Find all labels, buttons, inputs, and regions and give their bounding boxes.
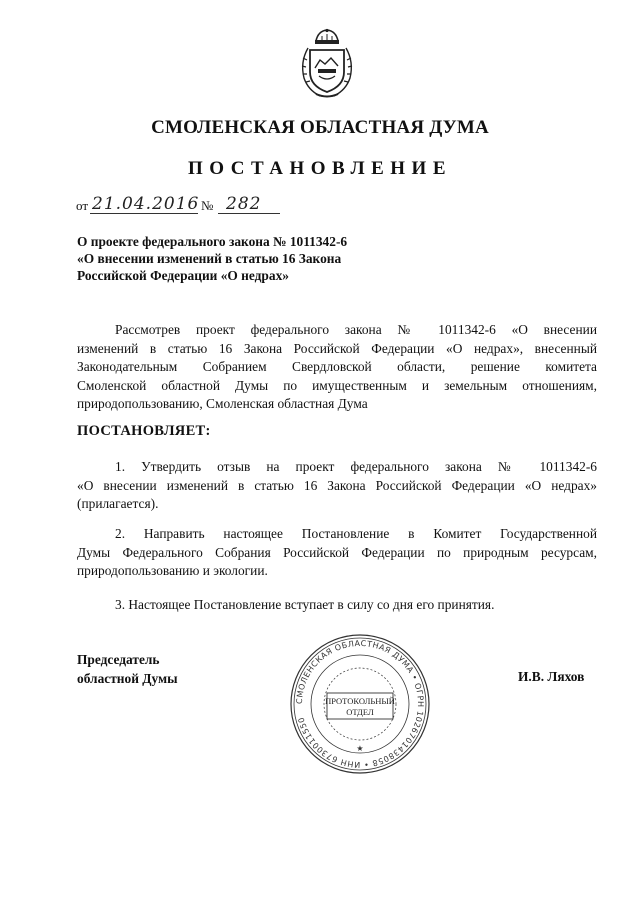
subject-line: О проекте федерального закона № 1011342-6	[77, 234, 348, 249]
date-handwritten: 21.04.2016	[92, 194, 200, 214]
item-3-paragraph	[77, 596, 597, 615]
paragraph-line: Рассмотрев проект федерального закона № 1011342-6 «О внесении	[115, 322, 597, 337]
paragraph-line: 2. Направить настоящее Постановление в Комитет Государственной	[115, 526, 597, 541]
document-type: ПОСТАНОВЛЕНИЕ	[187, 158, 453, 179]
signatory-name: И.В. Ляхов	[518, 669, 585, 684]
number-prefix: №	[201, 198, 214, 213]
paragraph-line: природопользованию и экологии.	[77, 563, 268, 578]
number-handwritten: 282	[226, 194, 262, 214]
date-number-line	[76, 192, 376, 216]
subject-line: Российской Федерации «О недрах»	[77, 268, 289, 283]
paragraph-line: 3. Настоящее Постановление вступает в силу со дня его принятия.	[115, 597, 495, 612]
preamble-paragraph	[77, 321, 597, 414]
paragraph-line: Смоленской областной Думы по имущественным и земельным отношениям,	[77, 377, 597, 393]
paragraph-line: «О внесении изменений в статью 16 Закона Российской Федерации «О недрах»	[77, 477, 597, 493]
organization-title: СМОЛЕНСКАЯ ОБЛАСТНАЯ ДУМА	[151, 117, 489, 138]
paragraph-line: 1. Утвердить отзыв на проект федерального закона № 1011342-6	[115, 459, 597, 474]
paragraph-line: природопользованию, Смоленская областная Дума	[77, 396, 368, 411]
seal-center-line: ОТДЕЛ	[346, 707, 374, 717]
item-2-paragraph	[77, 525, 597, 581]
official-seal-stamp	[289, 633, 431, 775]
seal-ring-text: СМОЛЕНСКАЯ ОБЛАСТНАЯ ДУМА • ОГРН 1026701438058 • ИНН 6730011550	[294, 638, 426, 770]
position-line: Председатель	[77, 652, 160, 667]
paragraph-line: (прилагается).	[77, 496, 159, 511]
position-line: областной Думы	[77, 671, 178, 686]
document-subject	[77, 233, 407, 284]
date-prefix: от	[76, 198, 89, 213]
seal-center-line: ПРОТОКОЛЬНЫЙ	[325, 696, 395, 706]
paragraph-line: Законодательным Собранием Свердловской области, решение комитета	[77, 359, 597, 374]
item-1-paragraph	[77, 458, 597, 514]
coat-of-arms-emblem	[298, 28, 356, 100]
signatory-position	[77, 650, 178, 688]
paragraph-line: изменений в статью 16 Закона Российской Федерации «О недрах», внесенный	[77, 340, 597, 356]
paragraph-line: Думы Федерального Собрания Российской Федерации по природным ресурсам,	[77, 544, 597, 560]
subject-line: «О внесении изменений в статью 16 Закона	[77, 251, 342, 266]
seal-star-icon: ★	[356, 744, 364, 753]
resolves-heading: ПОСТАНОВЛЯЕТ:	[77, 423, 211, 439]
